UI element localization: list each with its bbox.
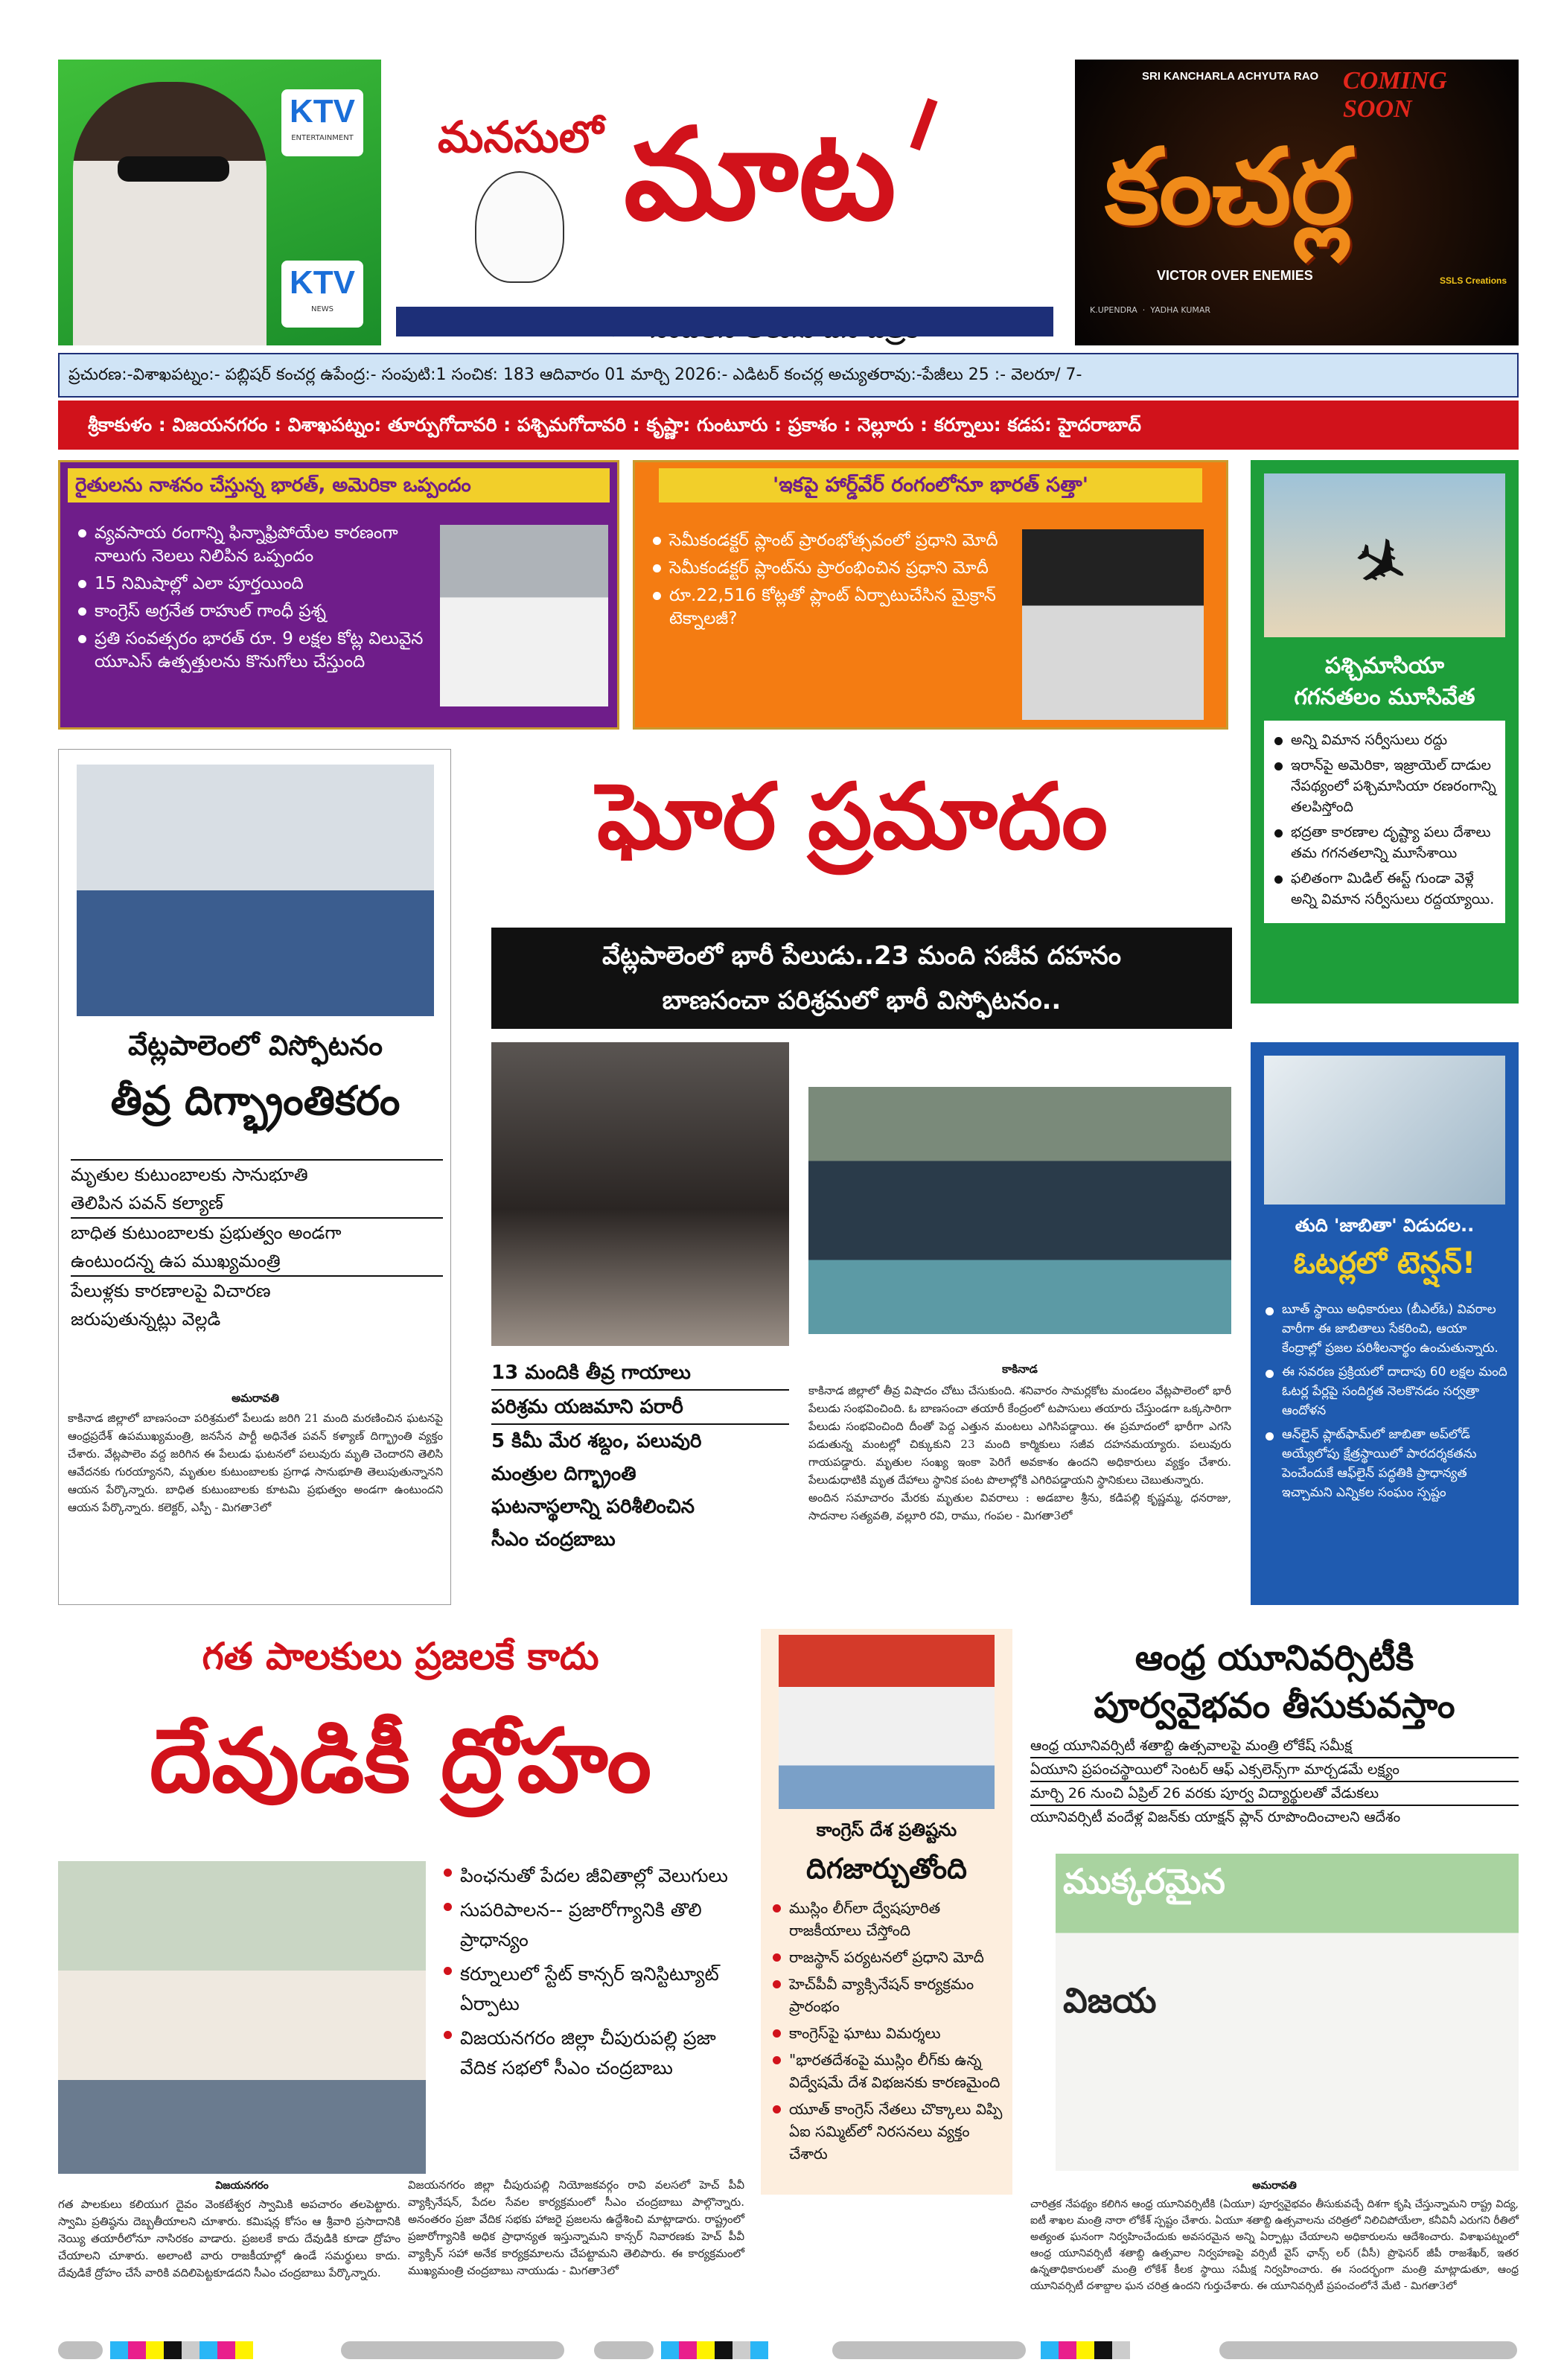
ad-credits: K.UPENDRA · YADHA KUMAR [1090,305,1211,315]
pen-icon [910,98,937,151]
list-item: విజయనగరం జిల్లా చీపురుపల్లి ప్రజా వేదిక సభలో సీఎం చంద్రబాబు [439,2023,744,2083]
au-photo-banner-text: ముక్కరమైన [1063,1861,1225,1901]
au-headline: ఆంధ్ర యూనివర్సిటీకి పూర్వవైభవం తీసుకువస్తాం [1094,1638,1455,1726]
ktv-logo-top: KTV ENTERTAINMENT [281,89,363,156]
ktv-ad [58,60,381,345]
main-points: 13 మందికి తీవ్ర గాయాలు పరిశ్రమ యజమాని పరారీ 5 కిమీ మేర శబ్దం, పలువురి మంత్రుల దిగ్భ్రాంతి ఘటనాస్థలాన్ని పరిశీలించిన సీఎం చంద్రబాబు [491,1356,789,1556]
list-item: కాంగ్రెస్ అగ్రనేత రాహుల్ గాంధీ ప్రశ్న [74,600,424,623]
list-item: యూత్ కాంగ్రెస్ నేతలు చొక్కాలు విప్పి ఏఐ సమ్మిట్‌లో నిరసనలు వ్యక్తం చేశారు [768,2098,1005,2165]
cm-body: గత పాలకులు కలియుగ దైవం వెంకటేశ్వర స్వామికి అపచారం తలపెట్టారు. స్వామి ప్రతిష్ఠను దెబ్బతీయాలని చూశారు. కమిషన్ల కోసం ఆ శ్రీవారి ప్రసాదానికి నెయ్యి తయారీలోనూ నాసిరకం వాడారు. ప్రజలకే కాదు దేవుడికి కూడా ద్రోహం చేయాలని చూశారు. అలాంటి వారు రాజకీయాల్లో ఉండే సమర్థులు కాదు. దేవుడికే ద్రోహం చేసే వారికి వదిలిపెట్టకూడదని సీఎం చంద్రబాబు పేర్కొన్నారు. [58,2198,400,2279]
list-item: హెచ్‌పీవీ వ్యాక్సినేషన్ కార్యక్రమం ప్రారంభం [768,1973,1005,2017]
box-modi-semicon [633,460,1228,730]
registration-strip [58,2340,1519,2361]
main-headline: ఘోర ప్రమాదం [596,764,1108,870]
au-subheads: ఆంధ్ర యూనివర్సిటీ శతాబ్ది ఉత్సవాలపై మంత్రి లోకేష్ సమీక్ష ఏయూని ప్రపంచస్థాయిలో సెంటర్ ఆఫ్ ఎక్సలెన్స్‌గా మార్చడమే లక్ష్యం మార్చి 26 నుంచి ఏప్రిల్ 26 వరకు పూర్వ విద్యార్థులతో వేడుకలు యూనివర్సిటీ వందేళ్ల విజన్‌కు యాక్షన్ ప్లాన్ రూపొందించాలని ఆదేశం [1030,1735,1519,1828]
list-item: భద్రతా కారణాల దృష్ట్యా పలు దేశాలు తమ గగనతలాన్ని మూసేశాయి [1270,822,1499,864]
ad-tagline: VICTOR OVER ENEMIES [1157,268,1313,283]
cm-bullets [439,1861,744,2087]
airplane-photo [1264,473,1505,637]
founder-sketch [475,171,564,283]
ad-banner: SRI KANCHARLA ACHYUTA RAO [1142,70,1319,83]
voter-headline: ఓటర్లలో టెన్షన్! [1293,1246,1476,1280]
box-rahul-bullets [74,522,424,678]
au-dateline: అమరావతి [1252,2180,1297,2192]
list-item: రాజస్థాన్ పర్యటనలో ప్రధాని మోదీ [768,1946,1005,1968]
au-body: చారిత్రక నేపథ్యం కలిగిన ఆంధ్ర యూనివర్సిటీకి (ఏయూ) పూర్వవైభవం తీసుకువచ్చే దిశగా కృషి చేస్తున్నామని రాష్ట్ర విద్య, ఐటీ శాఖల మంత్రి నారా లోకేశ్ స్పష్టం చేశారు. ఏయూ శతాబ్ది ఉత్సవాలను చరిత్రలో నిలిచిపోయేలా, కనీవినీ ఎరుగని రీతిలో అత్యంత ఘనంగా నిర్వహించేందుకు అవసరమైన అన్ని ఏర్పాట్లు చేయాలని అధికారులను ఆదేశించారు. విశాఖపట్నంలో ఆంధ్ర యూనివర్సిటీ శతాబ్ది ఉత్సవాల నిర్వహణపై వర్సిటీ వైస్ ఛాన్స్ లర్ (వీసీ) ప్రొఫెసర్ జీపీ రాజశేఖర్, ఇతర ఉన్నతాధికారులతో మంత్రి లోకేశ్ కీలక స్థాయి సమీక్ష నిర్వహించారు. ఈ సందర్భంగా మంత్రి మాట్లాడుతూ, ఆంధ్ర యూనివర్సిటీ దశాబ్దాల ఘన చరిత్ర ఉందని గుర్తుచేశారు. ఈ యూనివర్సిటీ ప్రపంచంలోనే మేటి - మిగతా3లో [1030,2198,1519,2292]
au-photo-backdrop-text: విజయ [1063,1980,1157,2020]
ktv-person-photo [73,82,267,345]
modi-kicker: కాంగ్రెస్ దేశ ప్రతిష్టను [816,1819,957,1840]
cm-body-2: విజయనగరం జిల్లా చీపురుపల్లి నియోజకవర్గం రావి వలసలో హెచ్ పీవీ వ్యాక్సినేషన్, పేదల సేవల కార్యక్రమంలో సీఎం చంద్రబాబు పాల్గొన్నారు. అనంతరం ప్రజా వేదిక సభకు హాజరై ప్రజలను ఉద్దేశించి మాట్లాడారు. రాష్ట్రంలో ప్రజారోగ్యానికి అధిక ప్రాధాన్యత ఇస్తున్నామని కాన్సర్ నివారణకు హెచ్ పీవీ వ్యాక్సిన్ సహా అనేక కార్యక్రమాలను చేపట్టామని తెలిపారు. ఈ కార్యక్రమంలో ముఖ్యమంత్రి చంద్రబాబు నాయుడు - మిగతా3లో [408,2178,744,2277]
modi-headline: దిగజార్చుతోంది [806,1852,967,1885]
list-item: సుపరిపాలన-- ప్రజారోగ్యానికి తొలి ప్రాధాన్యం [439,1895,744,1955]
pawan-body: కాకినాడ జిల్లాలో బాణసంచా పరిశ్రమలో పేలుడు జరిగి 21 మంది మరణించిన ఘటనపై ఆంధ్రప్రదేశ్ ఉపముఖ్యమంత్రి, జనసేన పార్టీ అధినేత పవన్ కళ్యాణ్ దిగ్భ్రాంతి వ్యక్తం చేశారు. వేట్లపాలెం వద్ద జరిగిన ఈ పేలుడు ఘటనలో పలువురు మృతి చెందారని తెలిసి ఆవేదనకు గురయ్యానని, మృతుల కుటుంబాలకు ప్రగాఢ సానుభూతి తెలుపుతున్నానని ఆయన పేర్కొన్నారు. బాధిత కుటుంబాలకు కూటమి ప్రభుత్వం అండగా ఉంటుందని ఆయన పేర్కొన్నారు. కలెక్టర్, ఎస్పీ - మిగతా3లో [68,1411,443,1514]
main-dateline: కాకినాడ [1002,1362,1038,1376]
pawan-photo [77,765,434,1016]
box-rahul-title: రైతులను నాశనం చేస్తున్న భారత్, అమెరికా ఒప్పందం [68,468,610,503]
ad-coming-soon: COMING SOON [1343,67,1447,123]
cm-headline: దేవుడికీ ద్రోహం [149,1709,652,1812]
box-rahul [58,460,619,730]
voter-box [1251,1042,1519,1605]
list-item: కాంగ్రెస్‌పై ఘాటు విమర్శలు [768,2022,1005,2044]
list-item: ప్రతి సంవత్సరం భారత్ రూ. 9 లక్షల కోట్ల విలువైన యూఎస్ ఉత్పత్తులను కొనుగోలు చేస్తుంది [74,628,424,674]
pawan-lines: మృతుల కుటుంబాలకు సానుభూతి తెలిపిన పవన్ కల్యాణ్ బాధిత కుటుంబాలకు ప్రభుత్వం అండగా ఉంటుందన్న ఉప ముఖ్యమంత్రి పేలుళ్లకు కారణాలపై విచారణ జరుపుతున్నట్లు వెల్లడి [71,1159,443,1333]
list-item: ముస్లిం లీగ్‌లా ద్వేషపూరిత రాజకీయాలు చేస్తోంది [768,1897,1005,1942]
modi-photo [1022,529,1204,720]
modi-rajasthan-photo [779,1635,995,1809]
pawan-story [58,749,451,1605]
list-item: "భారతదేశంపై ముస్లిం లీగ్‌కు ఉన్న విద్వేషమే దేశ విభజనకు కారణమైంది [768,2049,1005,2093]
list-item: ఇరాన్‌పై అమెరికా, ఇజ్రాయెల్ దాడుల నేపథ్యంలో పశ్చిమాసియా రణరంగాన్ని తలపిస్తోంది [1270,755,1499,817]
list-item: బూత్ స్థాయి అధికారులు (బీఎల్ఓ) వివరాల వారీగా ఈ జాబితాలు సేకరించి, ఆయా కేంద్రాల్లో ప్రజల పరిశీలనార్థం ఉంచుతున్నారు. [1261,1300,1508,1358]
list-item: సెమీకండక్టర్ ప్లాంట్‌ను ప్రారంభించిన ప్రధాని మోదీ [648,557,1021,580]
modi-bullets [768,1897,1005,2169]
box-modi-bullets [648,529,1021,635]
burnt-factory-photo [491,1042,789,1346]
list-item: 15 నిమిషాల్లో ఎలా పూర్తయింది [74,572,424,596]
rahul-photo [440,525,608,706]
list-item: ఈ సవరణ ప్రక్రియలో దాదాపు 60 లక్షల మంది ఓటర్ల పేర్లపై సందిగ్ధత నెలకొనడం సర్వత్రా ఆందోళన [1261,1362,1508,1420]
masthead-title-small: మనసులో [438,112,604,162]
list-item: సెమీకండక్టర్ ప్లాంట్ ప్రారంభోత్సవంలో ప్రధాని మోదీ [648,529,1021,552]
box-modi-title: 'ఇకపై హార్డ్‌వేర్ రంగంలోనూ భారత్ సత్తా' [659,468,1202,503]
movie-ad [1075,60,1519,345]
list-item: వ్యవసాయ రంగాన్ని ఫిన్నాఫ్రిపోయేల కారణంగా నాలుగు నెలలు నిలిపిన ఒప్పందం [74,522,424,568]
main-subhead: వేట్లపాలెంలో భారీ పేలుడు..23 మంది సజీవ దహనం బాణసంచా పరిశ్రమలో భారీ విస్ఫోటనం.. [491,928,1232,1029]
cm-photo [58,1861,426,2174]
box-airspace [1251,460,1519,1004]
cm-kicker: గత పాలకులు ప్రజలకే కాదు [202,1635,599,1678]
box-airspace-bullets [1264,721,1505,923]
voter-kicker: తుది 'జాబితా' విడుదల.. [1295,1215,1475,1236]
ad-studio: SSLS Creations [1440,275,1507,286]
voter-bullets [1261,1300,1508,1507]
pawan-kicker: వేట్లపాలెంలో విస్ఫోటనం [128,1030,383,1062]
masthead-blue-rule [396,307,1053,336]
cities-bar: శ్రీకాకుళం : విజయనగరం : విశాఖపట్నం: తూర్పుగోదావరి : పశ్చిమగోదావరి : కృష్ణా: గుంటూరు : ప్రకాశం : నెల్లూరు : కర్నూలు: కడప: హైదరాబాద్ [58,401,1519,450]
cm-dateline: విజయనగరం [215,2180,269,2192]
masthead-title: మాట [624,101,896,249]
ktv-logo-bottom: KTV NEWS [281,261,363,328]
main-body: కాకినాడ జిల్లాలో తీవ్ర విషాదం చోటు చేసుకుంది. శనివారం సామర్లకోట మండలం వేట్లపాలెంలో భారీ పేలుడు సంభవించింది. ఓ బాణసంచా తయారీ కేంద్రంలో టపాసులు తయారు చేస్తుండగా ఒక్కసారిగా పేలుడు సంభవించింది దీంతో పెద్ద ఎత్తున మంటలు ఎగిసిపడ్డాయి. ఈ ప్రమాదంలో భారీగా ఎగసి పడుతున్న మంటల్లో చిక్కుకుని 23 మంది కార్మికులు సజీవ దహనమయ్యారు. పలువురు గాయపడ్డారు. మృతుల సంఖ్య ఇంకా పెరిగే అవకాశం ఉందని అధికారులు వ్యక్తం చేశారు. పేలుడుధాటికి మృత దేహాలు స్థానిక పంట పొలాల్లోకి ఎగిరిపడ్డాయని స్థానికులు చెబుతున్నారు. అందిన సమాచారం మేరకు మృతుల వివరాలు : అడబాల శ్రీను, కడిపల్లి కృష్ణమ్మ, ధనరాజు, సాదనాల సత్యవతి, వల్లూరి రవి, రాము, గంపల - మిగతా3లో [808,1384,1231,1522]
list-item: రూ.22,516 కోట్లతో ప్లాంట్ ఏర్పాటుచేసిన మైక్రాన్ టెక్నాలజీ? [648,584,1021,631]
box-airspace-title: పశ్చిమాసియా గగనతలం మూసివేత [1294,653,1475,710]
masthead [393,60,1063,345]
list-item: ఆన్‌లైన్ ప్లాట్‌ఫామ్‌లో జాబితా అప్‌లోడ్ అయ్యేలోపు క్షేత్రస్థాయిలో పారదర్శకతను పెంచేందుకే ఆఫ్‌లైన్ పద్ధతికి ప్రాధాన్యత ఇచ్చామని ఎన్నికల సంఘం స్పష్టం [1261,1425,1508,1502]
rescue-photo [808,1087,1231,1334]
lokesh-photo [1056,1854,1519,2171]
list-item: అన్ని విమాన సర్వీసులు రద్దు [1270,730,1499,750]
modi-rajasthan-story [761,1629,1012,2195]
pawan-headline: తీవ్ర దిగ్భ్రాంతికరం [110,1077,400,1124]
list-item: పింఛనుతో పేదల జీవితాల్లో వెలుగులు [439,1861,744,1891]
list-item: కర్నూలులో స్టేట్ కాన్సర్ ఇనిస్టిట్యూట్ ఏర్పాటు [439,1959,744,2019]
sunglasses-icon [118,156,229,182]
list-item: ఫలితంగా మిడిల్ ఈస్ట్ గుండా వెళ్లే అన్ని విమాన సర్వీసులు రద్దయ్యాయి. [1270,868,1499,910]
ad-movie-title: కంచర్ల [1105,127,1353,248]
voter-list-photo [1264,1056,1505,1205]
airplane-icon: ✈ [1337,517,1426,613]
pawan-dateline: అమరావతి [232,1391,279,1405]
info-bar: ప్రచురణ:-విశాఖపట్నం:- పబ్లిషర్ కంచర్ల ఉపేంద్ర:- సంపుటి:1 సంచిక: 183 ఆదివారం 01 మార్చి 2026:- ఎడిటర్ కంచర్ల అచ్యుతరావు:-పేజీలు 25 :- వెలరూ/ 7- [58,353,1519,398]
